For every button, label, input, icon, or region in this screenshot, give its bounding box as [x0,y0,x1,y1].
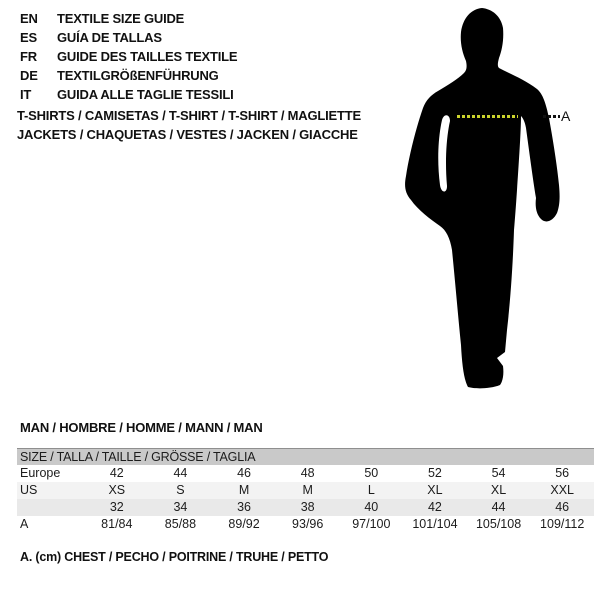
size-cell: 105/108 [475,517,522,531]
language-label: TEXTILGRÖßENFÜHRUNG [57,68,219,83]
language-code: DE [20,68,38,83]
size-cell: 44 [173,466,188,480]
language-code: IT [20,87,32,102]
measure-label-a: A [561,108,571,124]
row-label: Europe [20,466,61,480]
size-cell: 85/88 [164,517,197,531]
size-cell: 101/104 [412,517,458,531]
size-cell: 34 [173,500,188,514]
size-cell: XL [427,483,443,497]
size-table-header: SIZE / TALLA / TAILLE / GRÖSSE / TAGLIA [17,448,594,465]
table-row-us-numeric [17,499,594,516]
size-cell: 89/92 [228,517,260,531]
table-row-europe [17,465,594,482]
language-code: ES [20,30,37,45]
language-code: FR [20,49,37,64]
language-label: GUÍA DE TALLAS [57,30,162,45]
size-cell: 46 [237,466,252,480]
size-cell: L [367,483,375,497]
size-cell: 42 [427,500,442,514]
size-cell: 36 [237,500,252,514]
size-cell: XS [108,483,126,497]
size-cell: M [302,483,313,497]
category-tshirts: T-SHIRTS / CAMISETAS / T-SHIRT / T-SHIRT / MAGLIETTE [17,108,361,123]
size-cell: XXL [550,483,574,497]
size-cell: 109/112 [540,517,585,531]
measurement-footnote: A. (cm) CHEST / PECHO / POITRINE / TRUHE / PETTO [20,550,329,564]
size-cell: 93/96 [292,517,324,531]
language-label: GUIDA ALLE TAGLIE TESSILI [57,87,234,102]
size-cell: 81/84 [101,517,133,531]
size-cell: 32 [109,500,124,514]
section-title-man: MAN / HOMBRE / HOMME / MANN / MAN [20,420,263,435]
language-label: GUIDE DES TAILLES TEXTILE [57,49,238,64]
size-cell: 46 [555,500,570,514]
size-cell: 52 [427,466,442,480]
size-cell: 54 [491,466,506,480]
size-cell: 56 [555,466,570,480]
measure-leader-line [543,115,560,118]
size-cell: 48 [300,466,315,480]
row-label: A [20,517,29,531]
size-cell: 97/100 [352,517,391,531]
size-cell: 40 [364,500,379,514]
size-cell: 38 [300,500,315,514]
size-table [17,448,594,533]
row-label: US [20,483,38,497]
table-row-us [17,482,594,499]
row-label [17,499,85,516]
size-cell: 42 [109,466,124,480]
size-cell: XL [490,483,507,497]
size-cell: M [238,483,250,497]
table-row-chest-cm [17,516,594,533]
size-cell: S [176,483,185,497]
man-silhouette-image [395,0,575,400]
language-code: EN [20,11,38,26]
category-jackets: JACKETS / CHAQUETAS / VESTES / JACKEN / GIACCHE [17,127,358,142]
language-label: TEXTILE SIZE GUIDE [57,11,185,26]
size-cell: 44 [491,500,506,514]
size-cell: 50 [364,466,379,480]
chest-measure-line [457,115,518,118]
